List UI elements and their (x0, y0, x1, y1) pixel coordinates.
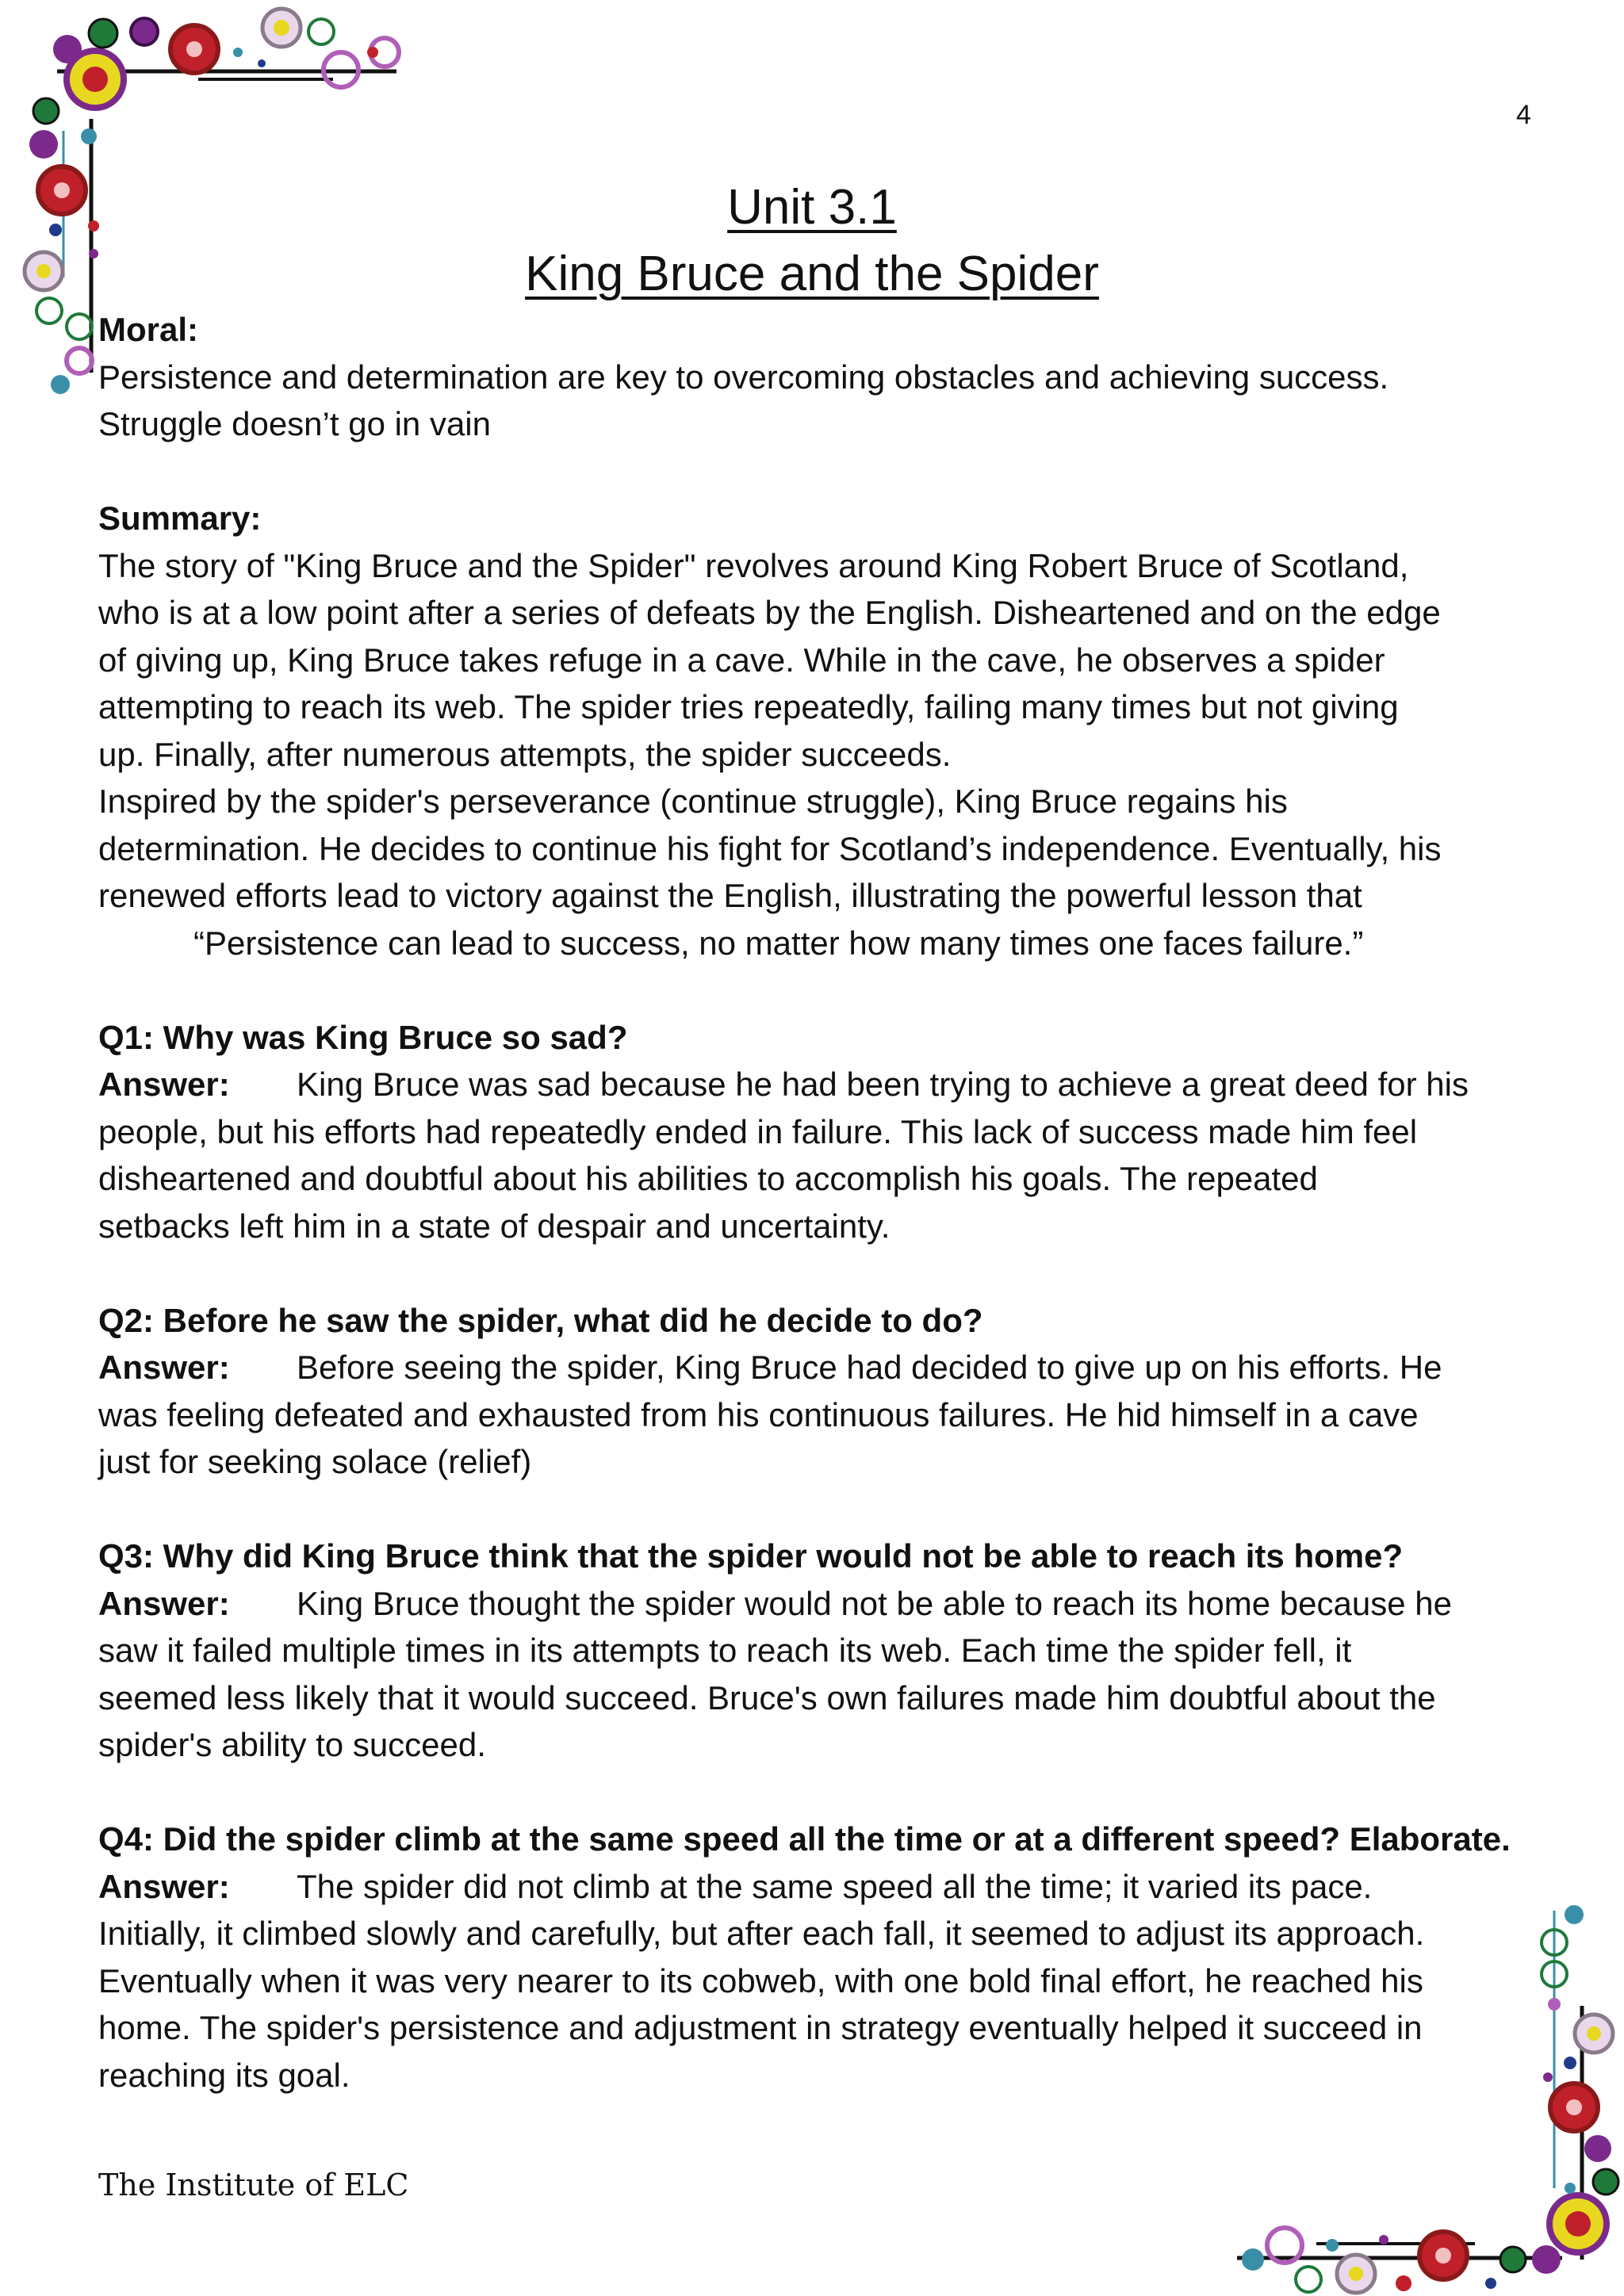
answer-label: Answer: (98, 1867, 230, 1905)
answer-2-line: just for seeking solace (relief) (98, 1443, 532, 1480)
answer-2-line (98, 1344, 1542, 1391)
moral-line: Persistence and determination are key to overcoming obstacles and achieving success. (98, 358, 1389, 396)
question-1: Q1: Why was King Bruce so sad? (98, 1018, 628, 1056)
summary-line: who is at a low point after a series of defeats by the English. Disheartened and on the edge (98, 594, 1441, 631)
answer-3-line: spider's ability to succeed. (98, 1726, 486, 1763)
answer-1-line: people, but his efforts had repeatedly ended in failure. This lack of success made him feel (98, 1112, 1418, 1150)
moral-heading: Moral: (98, 311, 198, 348)
summary-heading: Summary: (98, 499, 262, 537)
answer-4-line: home. The spider's persistence and adjustment in strategy eventually helped it succeed in (98, 2009, 1423, 2046)
answer-1-line (98, 1061, 1542, 1108)
answer-3-line: saw it failed multiple times in its attempts to reach its web. Each time the spider fell, it (98, 1632, 1352, 1669)
page-title (0, 174, 1624, 308)
summary-line: The story of "King Bruce and the Spider" revolves around King Robert Bruce of Scotland, (98, 546, 1409, 584)
summary-quote: “Persistence can lead to success, no matter how many times one faces failure.” (193, 924, 1364, 962)
answer-2-line: was feeling defeated and exhausted from his continuous failures. He hid himself in a cave (98, 1395, 1419, 1433)
summary-line: up. Finally, after numerous attempts, the spider succeeds. (98, 735, 952, 773)
footer-institute: The Institute of ELC (98, 2168, 409, 2202)
answer-3-line (98, 1580, 1542, 1628)
answer-4-line: Initially, it climbed slowly and carefully, but after each fall, it seemed to adjust its approach. (98, 1915, 1425, 1952)
moral-line: Struggle doesn’t go in vain (98, 405, 491, 442)
answer-text: King Bruce was sad because he had been trying to achieve a great deed for his (297, 1066, 1469, 1103)
answer-text: King Bruce thought the spider would not be able to reach its home because he (297, 1584, 1452, 1622)
summary-line: attempting to reach its web. The spider tries repeatedly, failing many times but not giving (98, 688, 1399, 725)
question-2: Q2: Before he saw the spider, what did he decide to do? (98, 1301, 983, 1339)
answer-label: Answer: (98, 1584, 230, 1622)
answer-3-line: seemed less likely that it would succeed. Bruce's own failures made him doubtful about the (98, 1678, 1436, 1716)
story-title: King Bruce and the Spider (525, 247, 1099, 301)
document-body (98, 306, 1542, 2099)
question-3: Q3: Why did King Bruce think that the spider would not be able to reach its home? (98, 1537, 1404, 1575)
answer-label: Answer: (98, 1066, 230, 1103)
summary-line: renewed efforts lead to victory against the English, illustrating the powerful lesson that (98, 877, 1362, 914)
answer-4-line (98, 1863, 1542, 1911)
page-number: 4 (1516, 100, 1531, 130)
answer-1-line: disheartened and doubtful about his abilities to accomplish his goals. The repeated (98, 1160, 1318, 1197)
answer-4-line: reaching its goal. (98, 2056, 350, 2094)
summary-line: Inspired by the spider's perseverance (continue struggle), King Bruce regains his (98, 783, 1288, 820)
summary-line: of giving up, King Bruce takes refuge in a cave. While in the cave, he observes a spider (98, 641, 1385, 679)
unit-title: Unit 3.1 (727, 180, 897, 235)
answer-text: The spider did not climb at the same speed all the time; it varied its pace. (297, 1867, 1373, 1905)
question-4: Q4: Did the spider climb at the same speed all the time or at a different speed? Elaborate. (98, 1820, 1511, 1858)
summary-line: determination. He decides to continue his fight for Scotland’s independence. Eventually, his (98, 829, 1442, 867)
answer-text: Before seeing the spider, King Bruce had decided to give up on his efforts. He (297, 1349, 1442, 1386)
answer-4-line: Eventually when it was very nearer to its cobweb, with one bold final effort, he reached his (98, 1961, 1423, 1999)
answer-label: Answer: (98, 1349, 230, 1386)
answer-1-line: setbacks left him in a state of despair and uncertainty. (98, 1207, 891, 1245)
